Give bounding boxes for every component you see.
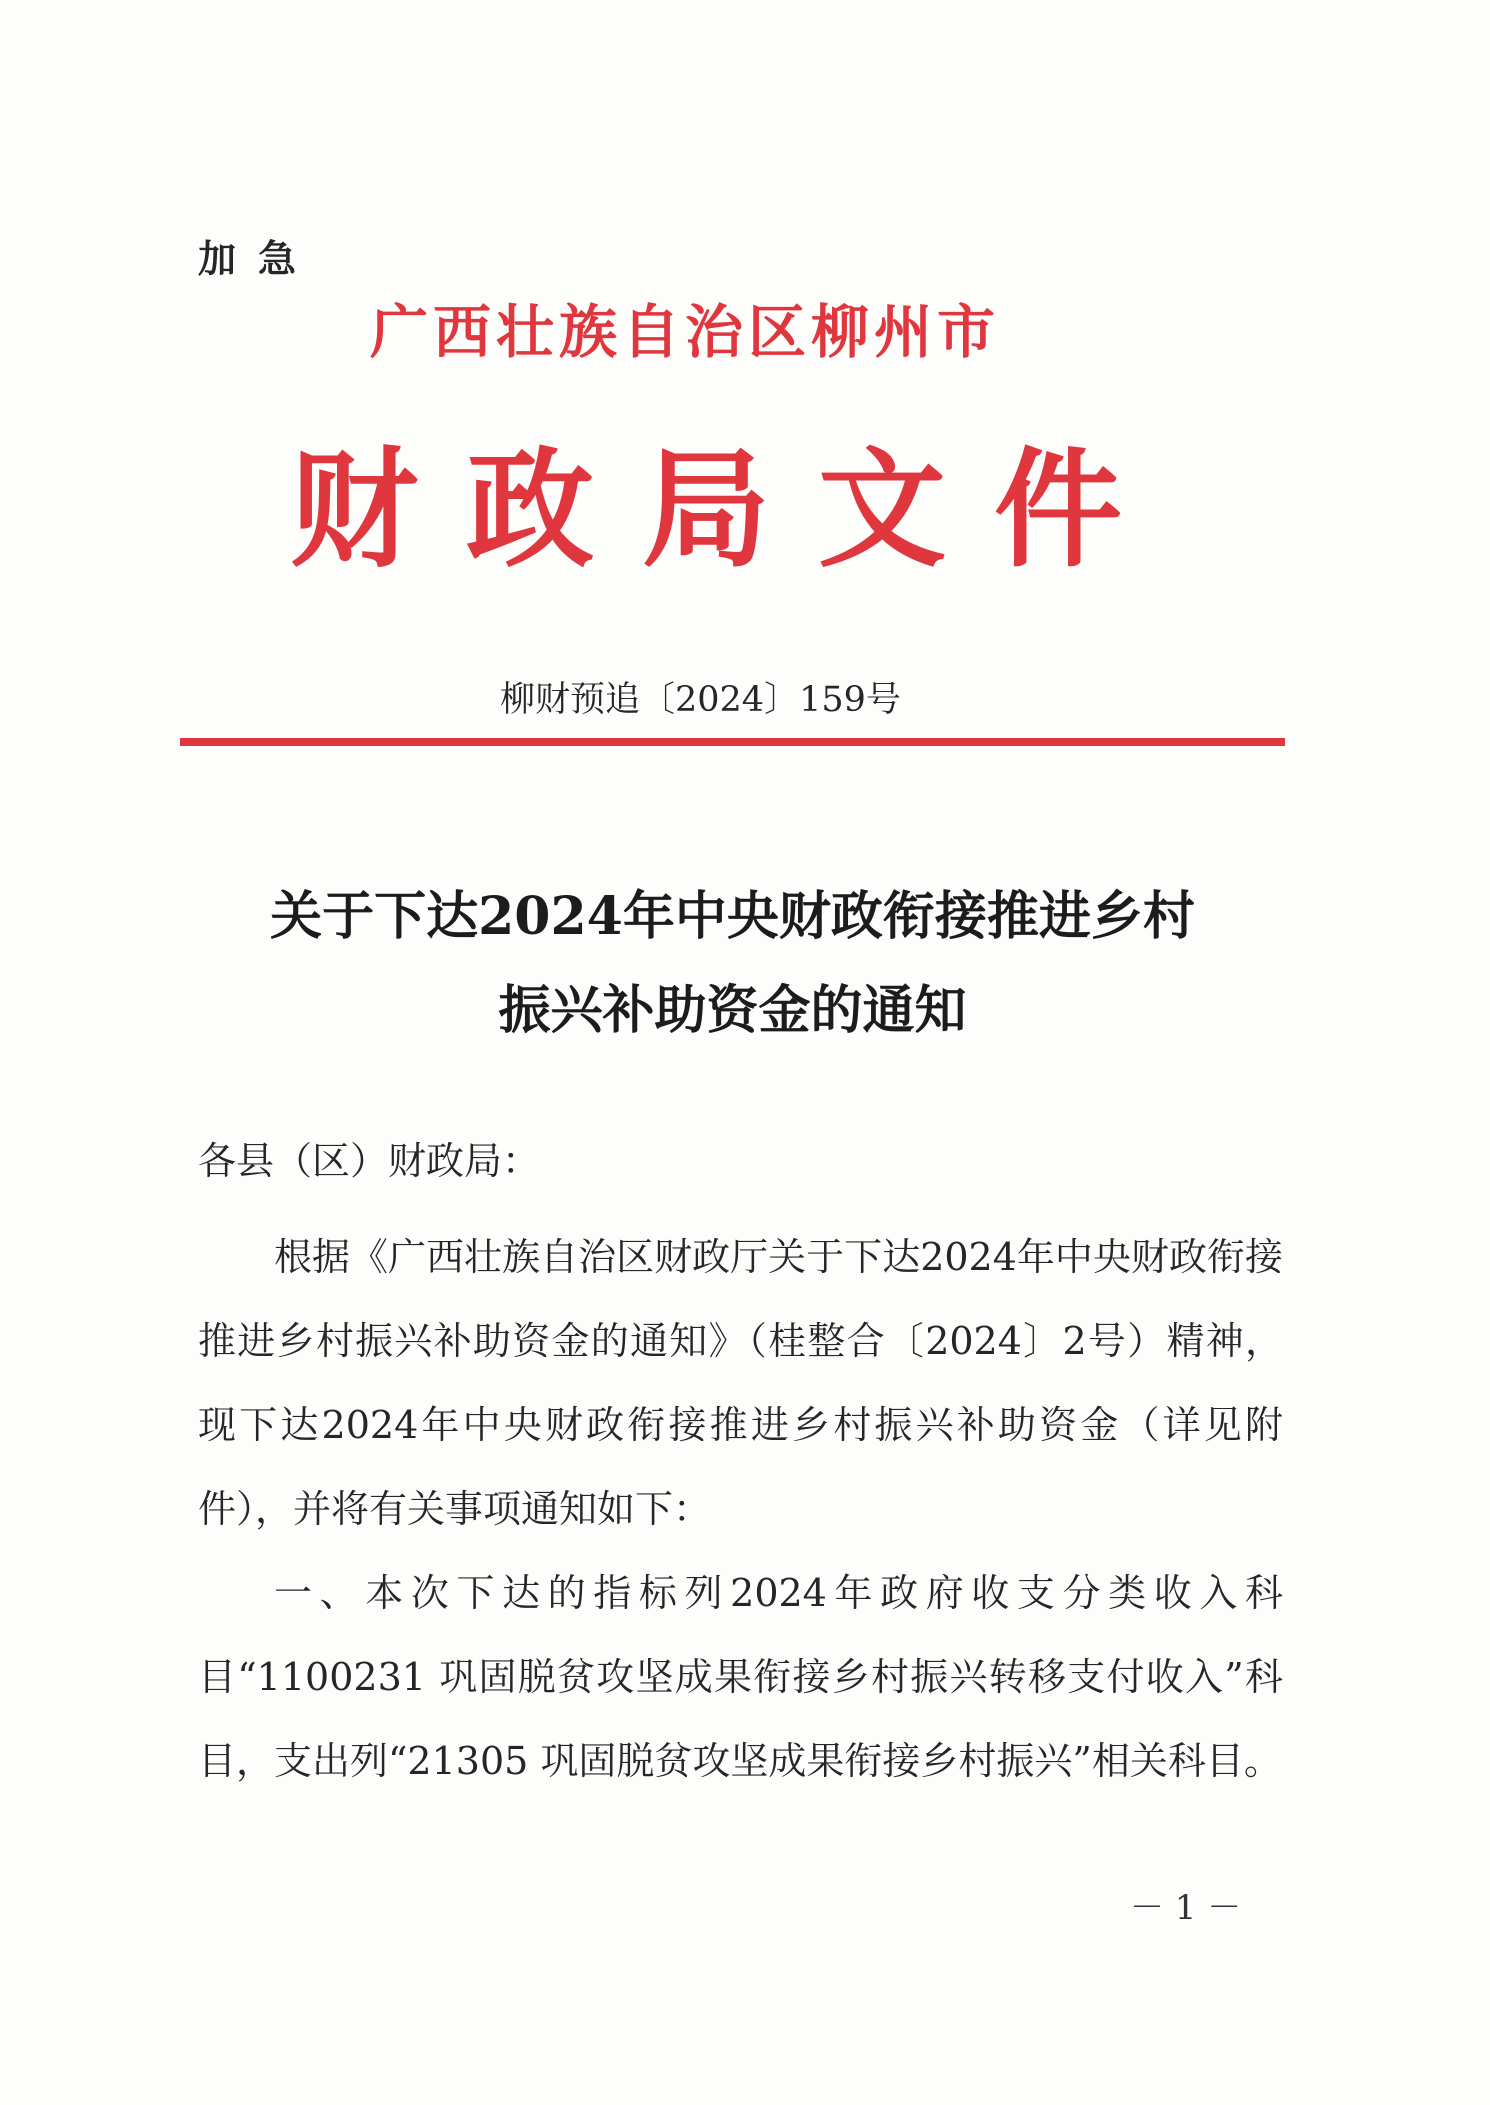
title-line-2: 振兴补助资金的通知: [498, 980, 967, 1041]
paragraph-1: 根据《广西壮族自治区财政厅关于下达2024年中央财政衔接推进乡村振兴补助资金的通知》（桂整合〔2024〕2号）精神，现下达2024年中央财政衔接推进乡村振兴补助资金（详见附件），并将有关事项通知如下：: [198, 1235, 1283, 1531]
page-number: － 1 －: [1130, 1888, 1242, 1928]
document-number: 柳财预追〔2024〕159号: [500, 680, 901, 720]
title-line-1: 关于下达2024年中央财政衔接推进乡村: [270, 886, 1195, 947]
urgency-mark: 加急: [198, 236, 319, 281]
issuing-organization: 广西壮族自治区柳州市: [370, 298, 1001, 366]
paragraph-2: 一、本次下达的指标列2024年政府收支分类收入科目“1100231 巩固脱贫攻坚成果衔接乡村振兴转移支付收入”科目，支出列“21305 巩固脱贫攻坚成果衔接乡村振兴”相关科目。: [198, 1571, 1283, 1783]
document-title: [180, 870, 1285, 1058]
red-divider-line: [180, 738, 1285, 746]
body-text: [198, 1215, 1283, 1803]
salutation: 各县（区）财政局：: [198, 1139, 541, 1183]
document-type-heading: 财政局文件: [290, 435, 1171, 585]
